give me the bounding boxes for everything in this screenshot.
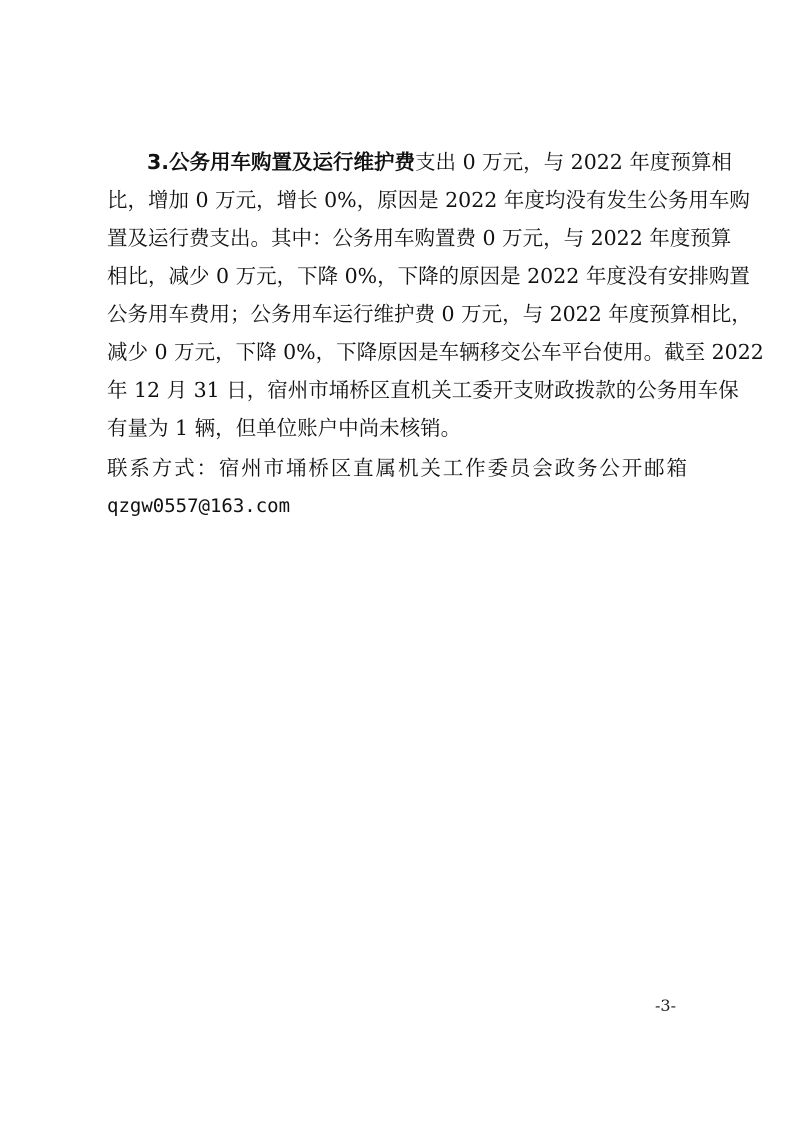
paragraph-line-2: 比，增加 0 万元，增长 0%，原因是 2022 年度均没有发生公务用车购: [107, 188, 750, 212]
section-heading: 3.公务用车购置及运行维护费: [147, 150, 416, 174]
paragraph-line-1: [147, 150, 732, 174]
contact-email: qzgw0557@163.com: [107, 495, 291, 517]
contact-line: 联系方式：宿州市埇桥区直属机关工作委员会政务公开邮箱: [107, 456, 687, 480]
paragraph-line-7: 年 12 月 31 日，宿州市埇桥区直机关工委开支财政拨款的公务用车保: [107, 378, 739, 402]
paragraph-line-5: 公务用车费用；公务用车运行维护费 0 万元，与 2022 年度预算相比，: [107, 302, 752, 326]
paragraph-line-4: 相比，减少 0 万元，下降 0%，下降的原因是 2022 年度没有安排购置: [107, 264, 750, 288]
paragraph-line-8: 有量为 1 辆，但单位账户中尚未核销。: [107, 416, 462, 440]
paragraph-line-6: 减少 0 万元，下降 0%，下降原因是车辆移交公车平台使用。截至 2022: [107, 340, 764, 364]
page-number: -3-: [655, 996, 676, 1015]
paragraph-line-3: 置及运行费支出。其中：公务用车购置费 0 万元，与 2022 年度预算: [107, 226, 732, 250]
paragraph-line-1-text: 支出 0 万元，与 2022 年度预算相: [415, 150, 732, 174]
